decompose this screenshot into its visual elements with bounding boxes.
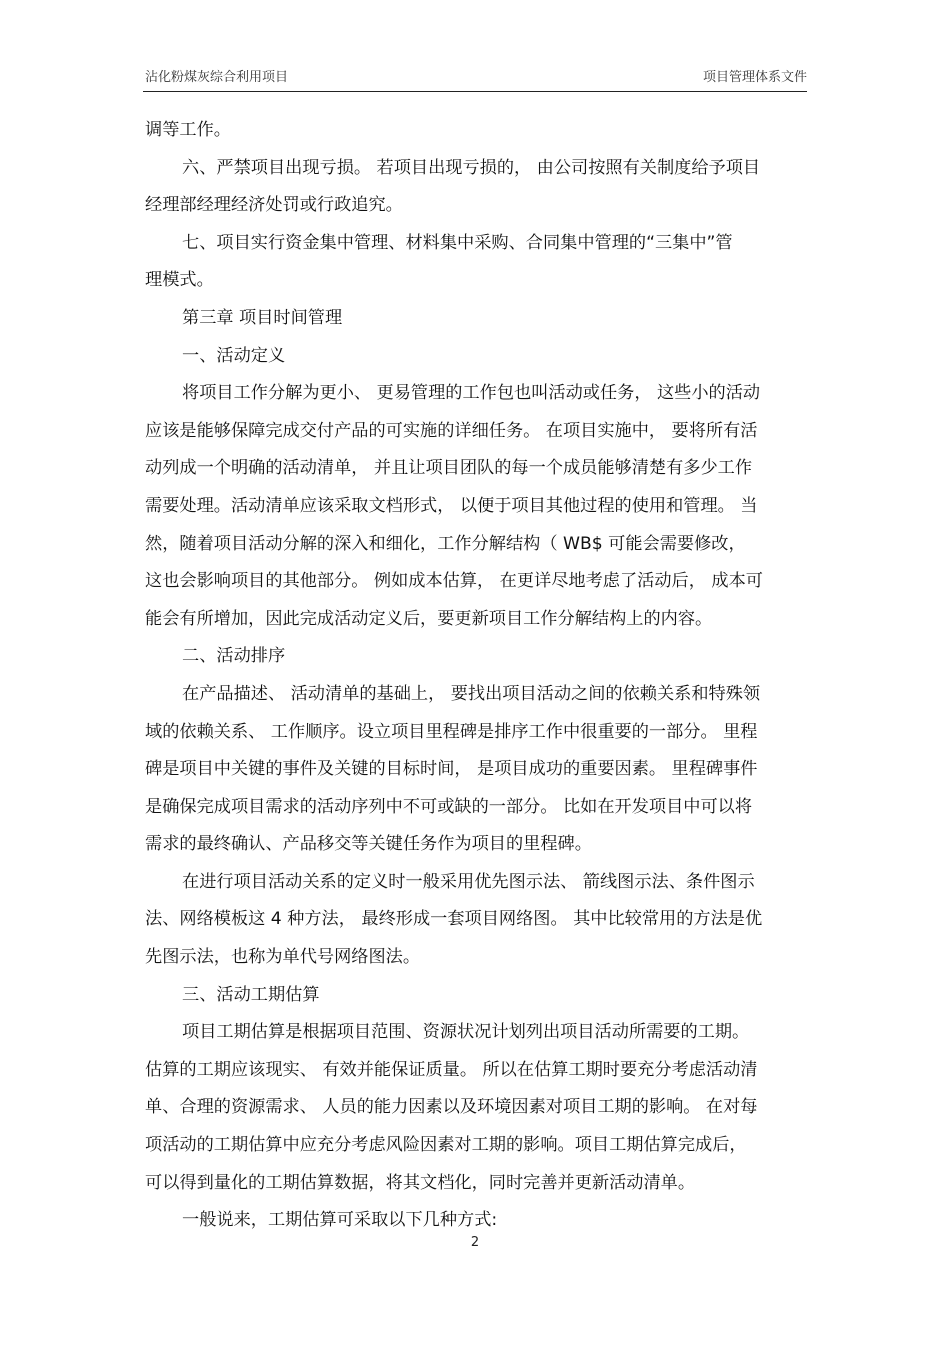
chapter-heading: 第三章 项目时间管理: [182, 307, 343, 328]
section-heading: 二、活动排序: [182, 646, 286, 667]
text-line: 域的依赖关系、 工作顺序。设立项目里程碑是排序工作中很重要的一部分。 里程: [145, 721, 758, 742]
text-line: 碑是项目中关键的事件及关键的目标时间， 是项目成功的重要因素。 里程碑事件: [145, 759, 758, 780]
text-line: 将项目工作分解为更小、 更易管理的工作包也叫活动或任务， 这些小的活动: [182, 383, 761, 404]
text-line: 调等工作。: [145, 120, 231, 140]
text-line: 需求的最终确认、产品移交等关键任务作为项目的里程碑。: [145, 834, 592, 855]
section-heading: 一、活动定义: [182, 345, 286, 366]
text-line: 先图示法，也称为单代号网络图法。: [145, 947, 421, 968]
text-line: 可以得到量化的工期估算数据，将其文档化，同时完善并更新活动清单。: [145, 1172, 696, 1193]
section-heading: 三、活动工期估算: [182, 984, 320, 1005]
text-line: 然，随着项目活动分解的深入和细化，工作分解结构（ WB$ 可能会需要修改，: [145, 533, 746, 554]
page-header: [145, 66, 807, 86]
page-number: 2: [470, 1235, 480, 1250]
text-line: 法、网络模板这 4 种方法， 最终形成一套项目网络图。 其中比较常用的方法是优: [145, 909, 763, 930]
text-line: 项目工期估算是根据项目范围、资源状况计划列出项目活动所需要的工期。: [182, 1022, 750, 1043]
header-divider: [143, 91, 807, 92]
text-line: 七、项目实行资金集中管理、材料集中采购、合同集中管理的“三集中”管: [182, 232, 733, 253]
header-document-type: 项目管理体系文件: [702, 70, 807, 85]
text-line: 一般说来，工期估算可采取以下几种方式:: [182, 1210, 498, 1231]
text-line: 应该是能够保障完成交付产品的可实施的详细任务。 在项目实施中， 要将所有活: [145, 420, 758, 441]
text-line: 理模式。: [145, 270, 214, 291]
text-line: 在进行项目活动关系的定义时一般采用优先图示法、 箭线图示法、条件图示: [182, 871, 755, 892]
text-line: 需要处理。活动清单应该采取文档形式， 以便于项目其他过程的使用和管理。 当: [145, 495, 758, 516]
text-line: 项活动的工期估算中应充分考虑风险因素对工期的影响。项目工期估算完成后，: [145, 1135, 747, 1156]
text-line: 单、合理的资源需求、 人员的能力因素以及环境因素对项目工期的影响。 在对每: [145, 1097, 758, 1118]
text-line: 估算的工期应该现实、 有效并能保证质量。 所以在估算工期时要充分考虑活动清: [145, 1059, 758, 1080]
text-line: 在产品描述、 活动清单的基础上， 要找出项目活动之间的依赖关系和特殊领: [182, 683, 761, 704]
text-line: 能会有所增加，因此完成活动定义后，要更新项目工作分解结构上的内容。: [145, 608, 713, 629]
text-line: 六、严禁项目出现亏损。 若项目出现亏损的， 由公司按照有关制度给予项目: [182, 157, 761, 178]
document-body: [145, 116, 807, 1244]
text-line: 经理部经理经济处罚或行政追究。: [145, 195, 403, 216]
header-project-title: 沾化粉煤灰综合利用项目: [145, 70, 289, 85]
text-line: 动列成一个明确的活动清单， 并且让项目团队的每一个成员能够清楚有多少工作: [145, 458, 753, 479]
text-line: 是确保完成项目需求的活动序列中不可或缺的一部分。 比如在开发项目中可以将: [145, 796, 753, 817]
text-line: 这也会影响项目的其他部分。 例如成本估算， 在更详尽地考虑了活动后， 成本可: [145, 571, 763, 592]
